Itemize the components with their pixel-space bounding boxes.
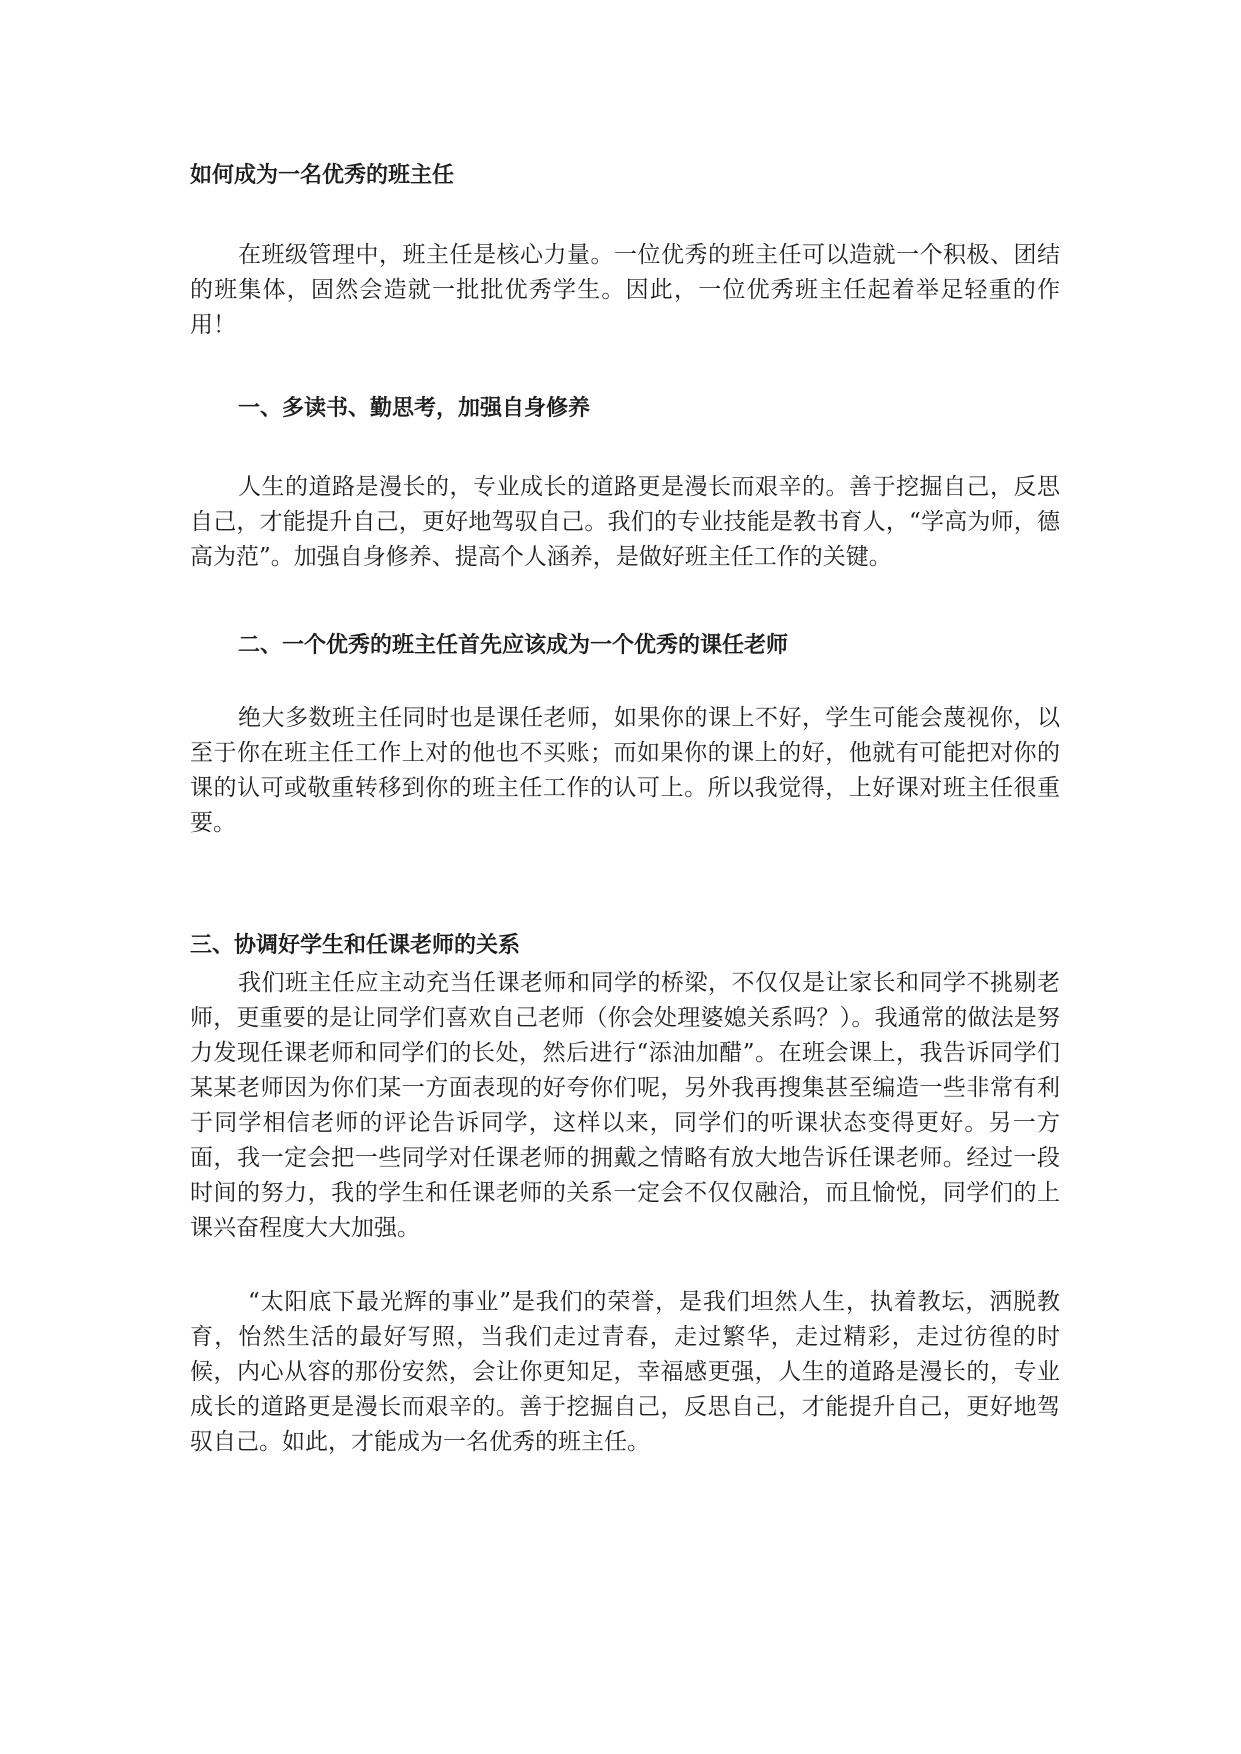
- section-3-paragraph-2: “太阳底下最光辉的事业”是我们的荣誉，是我们坦然人生，执着教坛，洒脱教育，怡然生活的最好写照，当我们走过青春，走过繁华，走过精彩，走过彷徨的时候，内心从容的那份安然，会让你更知足，幸福感更强，人生的道路是漫长的，专业成长的道路更是漫长而艰辛的。善于挖掘自己，反思自己，才能提升自己，更好地驾驭自己。如此，才能成为一名优秀的班主任。: [190, 1289, 1060, 1455]
- intro-paragraph: 在班级管理中，班主任是核心力量。一位优秀的班主任可以造就一个积极、团结的班集体，固然会造就一批批优秀学生。因此，一位优秀班主任起着举足轻重的作用！: [190, 242, 1060, 338]
- section-heading-2: 二、一个优秀的班主任首先应该成为一个优秀的课任老师: [238, 632, 789, 658]
- section-1-paragraph: 人生的道路是漫长的，专业成长的道路更是漫长而艰辛的。善于挖掘自己，反思自己，才能提升自己，更好地驾驭自己。我们的专业技能是教书育人，“学高为师，德高为范”。加强自身修养、提高个人涵养，是做好班主任工作的关键。: [190, 474, 1060, 570]
- section-3-paragraph-1: 我们班主任应主动充当任课老师和同学的桥梁，不仅仅是让家长和同学不挑剔老师，更重要的是让同学们喜欢自己老师（你会处理婆媳关系吗？）。我通常的做法是努力发现任课老师和同学们的长处，然后进行“添油加醋”。在班会课上，我告诉同学们某某老师因为你们某一方面表现的好夸你们呢，另外我再搜集甚至编造一些非常有利于同学相信老师的评论告诉同学，这样以来，同学们的听课状态变得更好。另一方面，我一定会把一些同学对任课老师的拥戴之情略有放大地告诉任课老师。经过一段时间的努力，我的学生和任课老师的关系一定会不仅仅融洽，而且愉悦，同学们的上课兴奋程度大大加强。: [190, 970, 1060, 1241]
- section-heading-3: 三、协调好学生和任课老师的关系: [190, 932, 521, 958]
- document-title: 如何成为一名优秀的班主任: [190, 162, 455, 188]
- section-2-paragraph: 绝大多数班主任同时也是课任老师，如果你的课上不好，学生可能会蔑视你，以至于你在班主任工作上对的他也不买账；而如果你的课上的好，他就有可能把对你的课的认可或敬重转移到你的班主任工作的认可上。所以我觉得，上好课对班主任很重要。: [190, 705, 1060, 836]
- section-heading-1: 一、多读书、勤思考，加强自身修养: [238, 395, 591, 421]
